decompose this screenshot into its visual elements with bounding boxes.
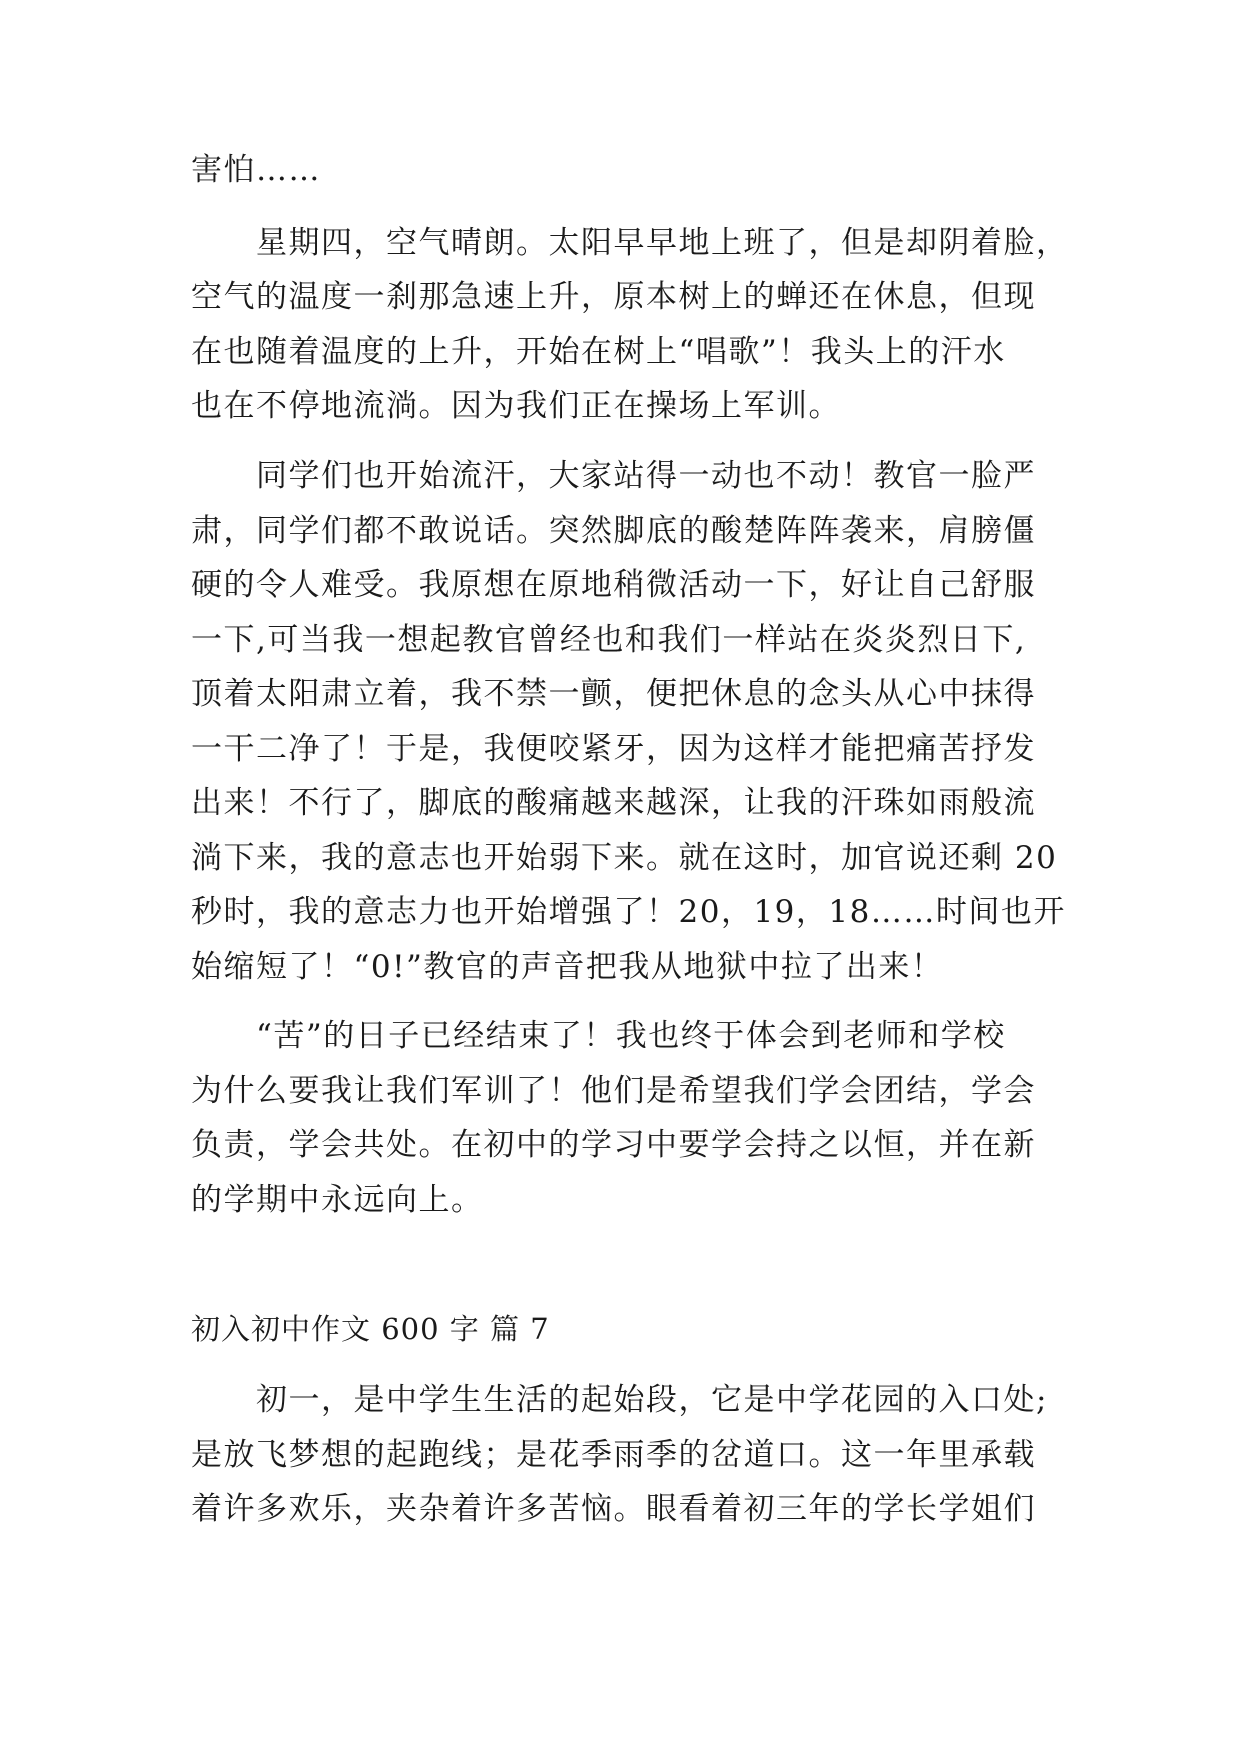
text-line: 肃，同学们都不敢说话。突然脚底的酸楚阵阵袭来，肩膀僵 xyxy=(191,513,1036,549)
text-line: 也在不停地流淌。因为我们正在操场上军训。 xyxy=(191,388,841,424)
text-line: 顶着太阳肃立着，我不禁一颤，便把休息的念头从心中抹得 xyxy=(191,676,1036,712)
text-line: 硬的令人难受。我原想在原地稍微活动一下，好让自己舒服 xyxy=(191,567,1036,603)
text-line: 淌下来，我的意志也开始弱下来。就在这时，加官说还剩 20 xyxy=(191,840,1058,876)
paragraph-line: 初一，是中学生生活的起始段，它是中学花园的入口处; xyxy=(256,1382,1048,1418)
paragraph-line: 星期四，空气晴朗。太阳早早地上班了，但是却阴着脸， xyxy=(256,225,1069,261)
text-line: 为什么要我让我们军训了！他们是希望我们学会团结，学会 xyxy=(191,1073,1036,1109)
paragraph-line: 同学们也开始流汗，大家站得一动也不动！教官一脸严 xyxy=(256,458,1036,494)
text-line: 始缩短了！“0!”教官的声音把我从地狱中拉了出来！ xyxy=(191,949,944,985)
section-heading: 初入初中作文 600 字 篇 7 xyxy=(191,1312,550,1346)
text-line: 一下,可当我一想起教官曾经也和我们一样站在炎炎烈日下, xyxy=(191,622,1027,658)
text-line: 空气的温度一刹那急速上升，原本树上的蝉还在休息，但现 xyxy=(191,279,1036,315)
text-line: 在也随着温度的上升，开始在树上“唱歌”！我头上的汗水 xyxy=(191,334,1006,370)
text-line: 是放飞梦想的起跑线；是花季雨季的岔道口。这一年里承载 xyxy=(191,1437,1036,1473)
text-line: 出来！不行了，脚底的酸痛越来越深，让我的汗珠如雨般流 xyxy=(191,785,1036,821)
text-line: 的学期中永远向上。 xyxy=(191,1182,484,1218)
text-line: 负责，学会共处。在初中的学习中要学会持之以恒，并在新 xyxy=(191,1127,1036,1163)
text-line: 害怕…… xyxy=(191,152,321,188)
text-line: 着许多欢乐，夹杂着许多苦恼。眼看着初三年的学长学姐们 xyxy=(191,1491,1036,1527)
text-line: 秒时，我的意志力也开始增强了！20，19，18……时间也开 xyxy=(191,894,1066,930)
paragraph-line: “苦”的日子已经结束了！我也终于体会到老师和学校 xyxy=(256,1018,1006,1054)
text-line: 一干二净了！于是，我便咬紧牙，因为这样才能把痛苦抒发 xyxy=(191,731,1036,767)
